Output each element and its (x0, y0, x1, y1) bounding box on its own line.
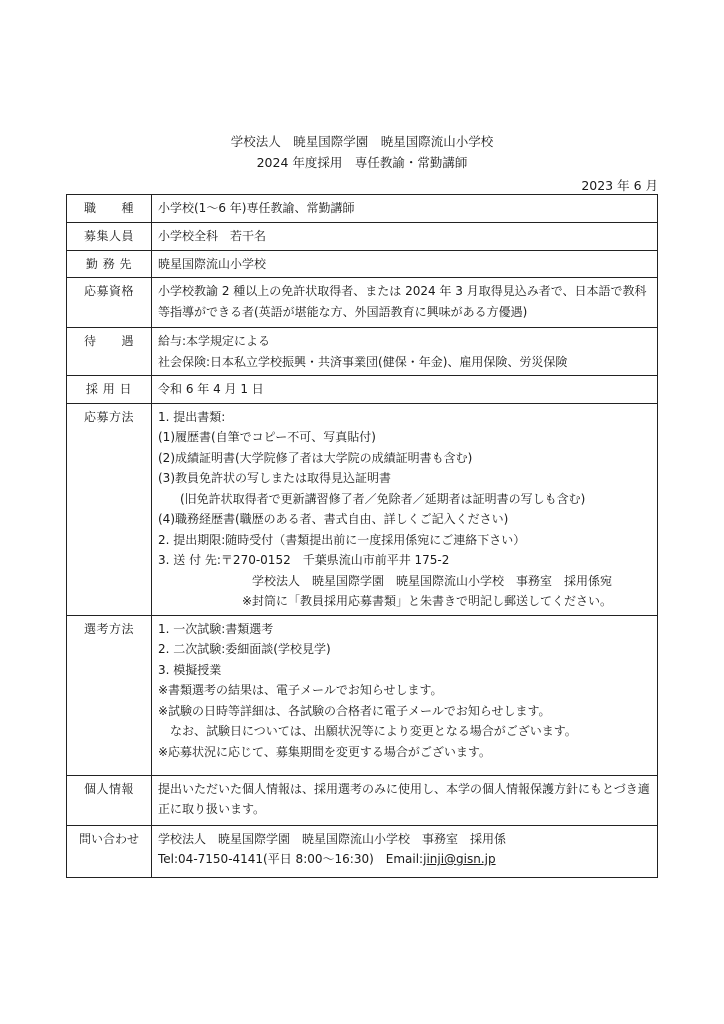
label-treatment: 待 遇 (67, 328, 152, 376)
apply-line: (3)教員免許状の写しまたは取得見込証明書 (158, 471, 391, 485)
email-link[interactable]: jinji@gisn.jp (423, 852, 496, 866)
label-privacy: 個人情報 (67, 775, 152, 825)
treatment-line: 給与:本学規定による (158, 334, 271, 348)
row-qualification (67, 278, 658, 328)
row-workplace (67, 250, 658, 278)
value-contact (152, 825, 658, 877)
document-header (0, 131, 724, 173)
treatment-line: 社会保険:日本私立学校振興・共済事業団(健保・年金)、雇用保険、労災保険 (158, 354, 568, 369)
row-selection (67, 615, 658, 775)
value-qualification (152, 278, 658, 328)
row-job (67, 195, 658, 223)
selection-line: 2. 二次試験:委細面談(学校見学) (158, 642, 331, 656)
apply-line: 2. 提出期限:随時受付（書類提出前に一度採用係宛にご連絡下さい） (158, 532, 526, 547)
selection-line: なお、試験日については、出願状況等により変更となる場合がございます。 (170, 724, 577, 738)
apply-line: 1. 提出書類: (158, 409, 226, 424)
recruit-title: 2024 年度採用 専任教諭・常勤講師 (256, 155, 468, 170)
row-privacy (67, 775, 658, 825)
value-count: 小学校全科 若干名 (152, 223, 658, 251)
apply-line: (1)履歴書(自筆でコピー不可、写真貼付) (158, 430, 376, 444)
value-treatment (152, 328, 658, 376)
school-name: 学校法人 暁星国際学園 暁星国際流山小学校 (230, 134, 494, 149)
label-hire-date: 採 用 日 (67, 376, 152, 404)
value-privacy (152, 775, 658, 825)
value-selection (152, 615, 658, 775)
selection-line: 3. 模擬授業 (158, 662, 222, 677)
privacy-text: 提出いただいた個人情報は、採用選考のみに使用し、本学の個人情報保護方針にもとづき適正に取り扱います。 (158, 781, 650, 816)
row-count (67, 223, 658, 251)
apply-line: 学校法人 暁星国際学園 暁星国際流山小学校 事務室 採用係宛 (252, 573, 613, 588)
label-qualification: 応募資格 (67, 278, 152, 328)
value-job: 小学校(1～6 年)専任教諭、常勤講師 (152, 195, 658, 223)
recruitment-table (66, 194, 658, 878)
row-apply (67, 403, 658, 615)
selection-line: 1. 一次試験:書類選考 (158, 621, 274, 636)
label-workplace: 勤 務 先 (67, 250, 152, 278)
contact-tel (158, 849, 651, 870)
apply-line: (旧免許状取得者で更新講習修了者／免除者／延期者は証明書の写しも含む) (180, 491, 586, 506)
selection-line: ※書類選考の結果は、電子メールでお知らせします。 (158, 683, 443, 697)
label-job: 職 種 (67, 195, 152, 223)
apply-line: ※封筒に「教員採用応募書類」と朱書きで明記し郵送してください。 (242, 594, 613, 608)
issue-date: 2023 年 6 月 (581, 178, 658, 193)
label-contact: 問い合わせ (67, 825, 152, 877)
contact-tel-text: Tel:04-7150-4141(平日 8:00～16:30) Email: (158, 852, 424, 866)
row-treatment (67, 328, 658, 376)
row-hire-date (67, 376, 658, 404)
apply-line: (2)成績証明書(大学院修了者は大学院の成績証明書も含む) (158, 450, 473, 465)
label-count: 募集人員 (67, 223, 152, 251)
value-hire-date: 令和 6 年 4 月 1 日 (152, 376, 658, 404)
row-contact (67, 825, 658, 877)
label-selection: 選考方法 (67, 615, 152, 775)
value-apply (152, 403, 658, 615)
apply-line: 3. 送 付 先:〒270-0152 千葉県流山市前平井 175-2 (158, 553, 450, 567)
label-apply: 応募方法 (67, 403, 152, 615)
value-workplace: 暁星国際流山小学校 (152, 250, 658, 278)
qualification-text: 小学校教諭 2 種以上の免許状取得者、または 2024 年 3 月取得見込み者で、日本語で教科等指導ができる者(英語が堪能な方、外国語教育に興味がある方優遇) (158, 284, 647, 319)
selection-line: ※試験の日時等詳細は、各試験の合格者に電子メールでお知らせします。 (158, 703, 551, 718)
contact-office: 学校法人 暁星国際学園 暁星国際流山小学校 事務室 採用係 (158, 831, 507, 846)
selection-line: ※応募状況に応じて、募集期間を変更する場合がございます。 (158, 744, 491, 759)
apply-line: (4)職務経歴書(職歴のある者、書式自由、詳しくご記入ください) (158, 512, 509, 526)
